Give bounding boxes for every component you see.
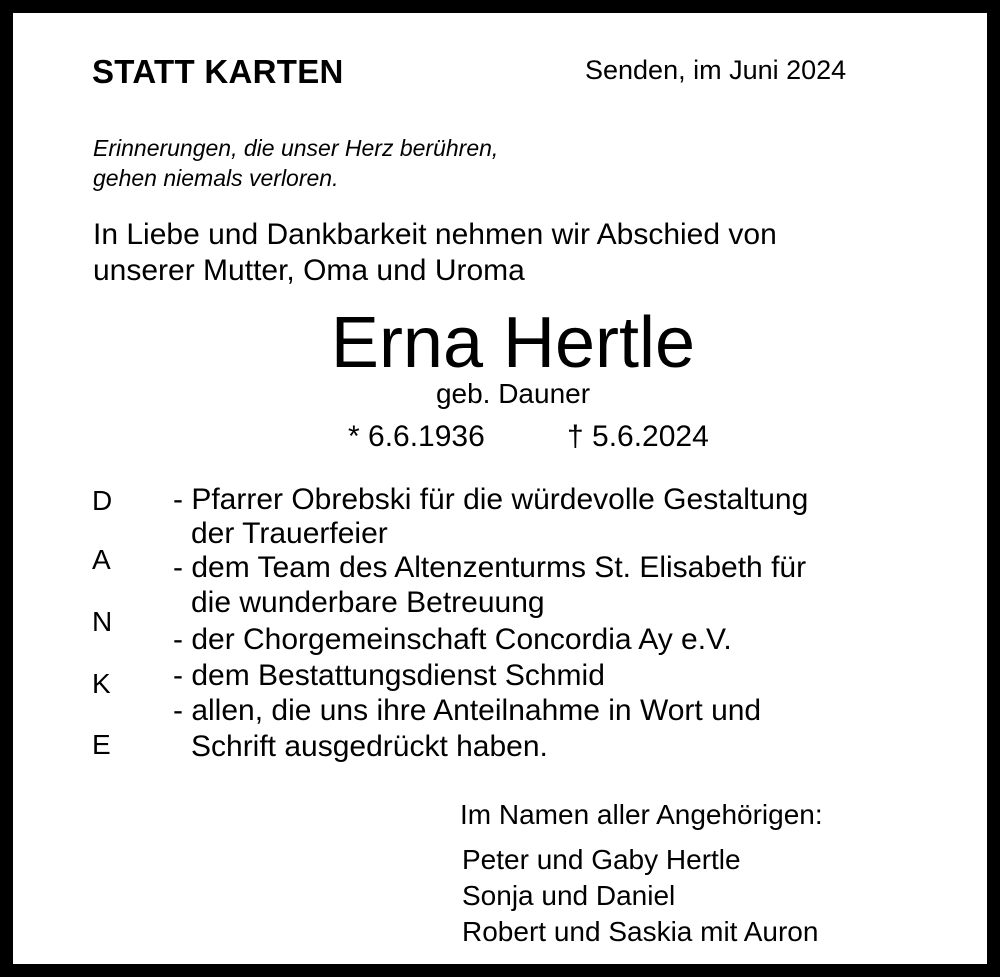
thanks-line-1: - Pfarrer Obrebski für die würdevolle Gestaltung — [173, 483, 809, 516]
deceased-name: Erna Hertle — [330, 303, 696, 383]
thanks-line-2: der Trauerfeier — [191, 517, 388, 550]
place-date: Senden, im Juni 2024 — [585, 55, 847, 85]
thanks-line-5: - der Chorgemeinschaft Concordia Ay e.V. — [173, 623, 732, 656]
thanks-line-8: Schrift ausgedrückt haben. — [191, 730, 548, 763]
motto-line-1: Erinnerungen, die unser Herz berühren, — [93, 135, 499, 161]
thanks-line-6: - dem Bestattungsdienst Schmid — [173, 659, 605, 692]
danke-letter-d: D — [92, 485, 113, 516]
signature-name-3: Robert und Saskia mit Auron — [462, 916, 819, 947]
danke-letter-e: E — [92, 729, 111, 760]
intro-line-2: unserer Mutter, Oma und Uroma — [93, 254, 525, 287]
danke-letter-k: K — [92, 668, 111, 699]
statt-karten-heading: STATT KARTEN — [92, 53, 344, 90]
intro-line-1: In Liebe und Dankbarkeit nehmen wir Abschied von — [93, 218, 777, 251]
thanks-line-7: - allen, die uns ihre Anteilnahme in Wort und — [173, 694, 762, 727]
danke-letter-a: A — [92, 544, 111, 575]
motto-line-2: gehen niemals verloren. — [93, 165, 339, 191]
danke-letter-n: N — [92, 606, 113, 637]
birth-date: * 6.6.1936 — [348, 420, 485, 453]
signature-name-2: Sonja und Daniel — [462, 880, 676, 911]
thanks-line-4: die wunderbare Betreuung — [191, 586, 545, 619]
thanks-line-3: - dem Team des Altenzenturms St. Elisabeth für — [173, 551, 807, 584]
signature-intro: Im Namen aller Angehörigen: — [460, 799, 823, 830]
death-date: † 5.6.2024 — [567, 420, 709, 453]
signature-name-1: Peter und Gaby Hertle — [462, 844, 741, 875]
maiden-name: geb. Dauner — [435, 378, 591, 409]
